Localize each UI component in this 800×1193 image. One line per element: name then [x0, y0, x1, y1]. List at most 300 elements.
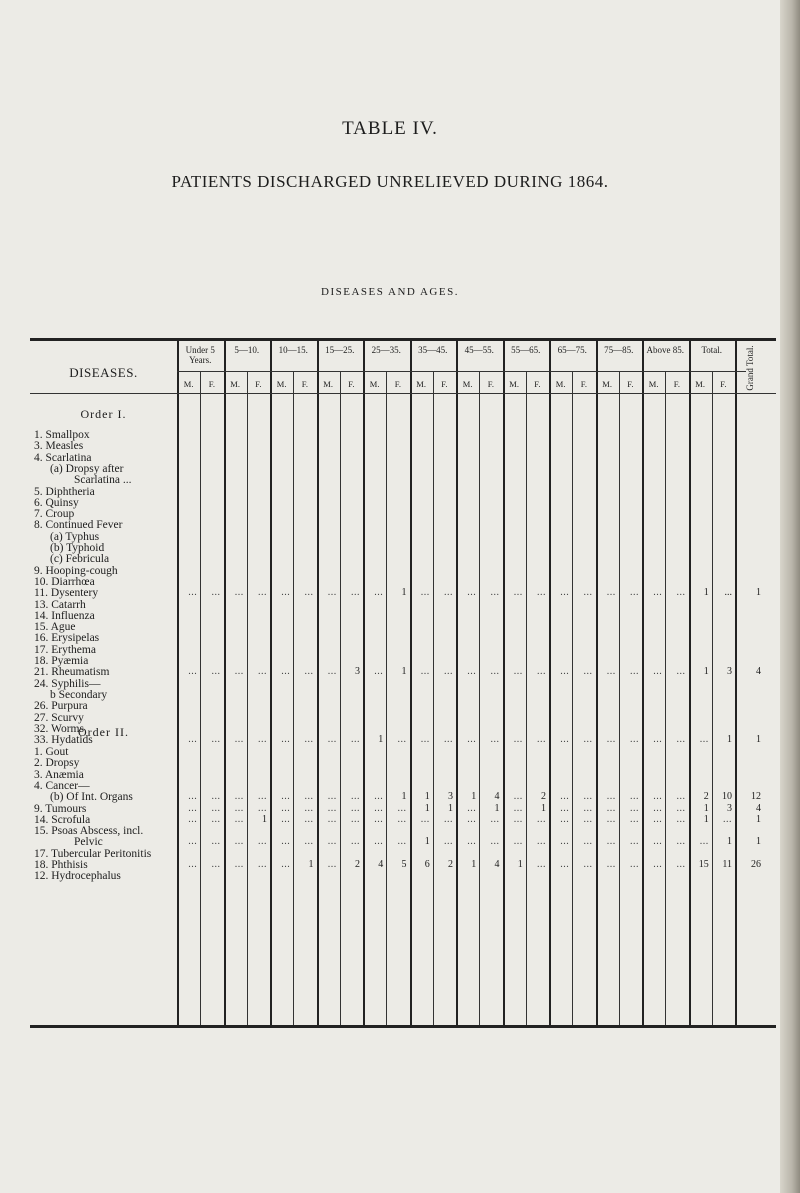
divider-age-group — [689, 341, 691, 1025]
divider-grand-total — [735, 341, 737, 1025]
diseases-column-header: DISEASES. — [69, 365, 138, 380]
empty-cell: ... — [351, 587, 360, 599]
data-cell: 2 — [448, 859, 453, 870]
empty-cell: ... — [560, 859, 570, 870]
data-cell: 1 — [424, 836, 430, 848]
empty-cell: ... — [211, 734, 221, 746]
divider-sex — [247, 371, 248, 1025]
empty-cell: ... — [258, 666, 267, 678]
divider-age-group — [410, 341, 412, 1025]
grand-total-cell: 1 — [756, 836, 761, 848]
order-1-row-label: (a) Typhus — [50, 530, 100, 543]
data-cell: 4 — [378, 859, 384, 870]
data-cell: 1 — [471, 859, 477, 870]
empty-cell: ... — [374, 802, 384, 814]
data-cell: 1 — [703, 587, 709, 599]
male-header: M. — [369, 379, 380, 389]
empty-cell: ... — [560, 666, 570, 678]
empty-cell: ... — [560, 836, 570, 848]
empty-cell: ... — [490, 836, 500, 848]
divider-sex — [386, 371, 387, 1025]
grand-total-cell: 1 — [756, 587, 761, 599]
empty-cell: ... — [583, 666, 593, 678]
male-header: M. — [230, 379, 240, 389]
order-2-row-label: 12. Hydrocephalus — [34, 870, 121, 883]
male-header: M. — [555, 379, 566, 389]
divider-age-group — [503, 341, 505, 1025]
empty-cell: ... — [444, 734, 453, 746]
order-1-row-label: 4. Scarlatina — [34, 451, 92, 464]
empty-cell: ... — [490, 734, 500, 746]
order-2-row-label: 2. Dropsy — [34, 757, 80, 770]
empty-cell: ... — [606, 791, 616, 803]
empty-cell: ... — [211, 859, 221, 870]
empty-cell: ... — [304, 587, 314, 599]
age-group-header: 55—65. — [511, 345, 541, 355]
order-1-row-label: 17. Erythema — [34, 643, 96, 656]
order-1-row-label: (c) Febricula — [50, 553, 110, 566]
order-1-row-label: 1. Smallpox — [34, 429, 90, 441]
age-group-header: Total. — [701, 345, 723, 355]
empty-cell: ... — [234, 859, 244, 870]
empty-cell: ... — [513, 813, 523, 825]
empty-cell: ... — [234, 802, 244, 814]
empty-cell: ... — [630, 836, 639, 848]
empty-cell: ... — [676, 836, 686, 848]
page-subtitle: PATIENTS DISCHARGED UNRELIEVED DURING 1864. — [171, 172, 609, 191]
empty-cell: ... — [676, 587, 686, 599]
data-cell: 1 — [401, 587, 407, 599]
order-1-row-label: 14. Influenza — [34, 609, 95, 622]
empty-cell: ... — [537, 734, 546, 746]
order-1-row-label: Scarlatina ... — [74, 474, 132, 487]
empty-cell: ... — [327, 734, 337, 746]
empty-cell: ... — [327, 587, 337, 599]
empty-cell: ... — [583, 813, 593, 825]
female-header: F. — [208, 379, 215, 389]
data-cell: 2 — [355, 859, 360, 870]
empty-cell: ... — [304, 836, 314, 848]
grand-total-cell: 26 — [751, 859, 761, 870]
order-1-row-label: 24. Syphilis— — [34, 677, 101, 690]
empty-cell: ... — [258, 836, 267, 848]
data-cell: 15 — [698, 859, 709, 870]
empty-cell: ... — [304, 813, 314, 825]
grand-total-cell: 1 — [756, 734, 761, 746]
empty-cell: ... — [513, 587, 523, 599]
empty-cell: ... — [188, 587, 198, 599]
data-cell: 1 — [727, 836, 732, 848]
male-header: M. — [416, 379, 426, 389]
divider-sex — [433, 371, 434, 1025]
order-1-row-label: 11. Dysentery — [34, 587, 99, 600]
empty-cell: ... — [211, 836, 221, 848]
empty-cell: ... — [630, 859, 639, 870]
empty-cell: ... — [304, 802, 314, 814]
age-group-header: Above 85. — [646, 345, 684, 355]
statistics-table — [30, 338, 776, 1028]
empty-cell: ... — [351, 734, 360, 746]
order-2-heading: Order II. — [78, 725, 129, 739]
female-header: F. — [441, 379, 448, 389]
female-header: F. — [394, 379, 401, 389]
empty-cell: ... — [560, 734, 570, 746]
empty-cell: ... — [234, 587, 244, 599]
divider-age-group — [317, 341, 319, 1025]
empty-cell: ... — [537, 587, 546, 599]
age-group-header: 65—75. — [557, 345, 587, 355]
empty-cell: ... — [188, 802, 198, 814]
order-2-row-label: 1. Gout — [34, 746, 69, 758]
empty-cell: ... — [351, 836, 360, 848]
empty-cell: ... — [490, 666, 500, 678]
empty-cell: ... — [513, 791, 523, 803]
scan-edge — [780, 0, 800, 1193]
empty-cell: ... — [444, 666, 453, 678]
empty-cell: ... — [397, 734, 407, 746]
grand-total-cell: 12 — [751, 791, 761, 803]
data-cell: 2 — [541, 791, 546, 803]
empty-cell: ... — [281, 836, 291, 848]
age-group-header: 5—10. — [234, 345, 260, 355]
data-cell: 1 — [424, 802, 430, 814]
data-cell: 1 — [517, 859, 523, 870]
empty-cell: ... — [606, 734, 616, 746]
order-2-row-label: 4. Cancer— — [34, 779, 90, 792]
empty-cell: ... — [258, 587, 267, 599]
empty-cell: ... — [234, 666, 244, 678]
data-cell: 5 — [401, 859, 407, 870]
divider-age-group — [549, 341, 551, 1025]
empty-cell: ... — [537, 836, 546, 848]
empty-cell: ... — [467, 587, 477, 599]
divider-sex — [619, 371, 620, 1025]
empty-cell: ... — [676, 802, 686, 814]
data-cell: 1 — [703, 802, 709, 814]
order-1-row-label: 16. Erysipelas — [34, 632, 100, 645]
grand-total-cell: 4 — [756, 802, 761, 814]
female-header: F. — [534, 379, 541, 389]
male-header: M. — [183, 379, 194, 389]
order-1-row-label: 5. Diphtheria — [34, 485, 95, 498]
data-cell: 1 — [541, 802, 546, 814]
empty-cell: ... — [467, 836, 477, 848]
empty-cell: ... — [420, 734, 430, 746]
empty-cell: ... — [188, 734, 198, 746]
empty-cell: ... — [327, 859, 337, 870]
empty-cell: ... — [606, 859, 616, 870]
divider-sex — [665, 371, 666, 1025]
empty-cell: ... — [513, 836, 523, 848]
order-1-row-label: 8. Continued Fever — [34, 519, 123, 532]
empty-cell: ... — [211, 587, 221, 599]
order-2-row-label: Pelvic — [74, 836, 103, 849]
empty-cell: ... — [583, 734, 593, 746]
empty-cell: ... — [723, 813, 732, 825]
data-cell: 2 — [703, 791, 709, 803]
order-2-row-label: 14. Scrofula — [34, 813, 91, 826]
divider-sex — [526, 371, 527, 1025]
order-1-row-label: 18. Pyæmia — [34, 655, 89, 667]
empty-cell: ... — [560, 791, 570, 803]
empty-cell: ... — [537, 813, 546, 825]
empty-cell: ... — [258, 859, 267, 870]
empty-cell: ... — [630, 734, 639, 746]
empty-cell: ... — [653, 791, 663, 803]
divider-age-group — [270, 341, 272, 1025]
page-title: TABLE IV. — [342, 118, 438, 139]
order-2-row-label: 3. Anæmia — [34, 768, 84, 781]
empty-cell: ... — [374, 666, 384, 678]
empty-cell: ... — [676, 666, 686, 678]
header-bottom-rule — [30, 393, 776, 394]
empty-cell: ... — [444, 587, 453, 599]
age-group-header: 15—25. — [325, 345, 355, 355]
divider-sex — [572, 371, 573, 1025]
empty-cell: ... — [281, 734, 291, 746]
divider-sex — [200, 371, 201, 1025]
empty-cell: ... — [397, 836, 407, 848]
divider-sex — [340, 371, 341, 1025]
empty-cell: ... — [537, 666, 546, 678]
empty-cell: ... — [351, 802, 360, 814]
empty-cell: ... — [583, 859, 593, 870]
empty-cell: ... — [397, 802, 407, 814]
data-cell: 6 — [424, 859, 430, 870]
data-cell: 11 — [722, 859, 732, 870]
empty-cell: ... — [188, 666, 198, 678]
order-1-row-label: 32. Worms — [34, 722, 84, 735]
empty-cell: ... — [653, 587, 663, 599]
empty-cell: ... — [653, 802, 663, 814]
empty-cell: ... — [304, 791, 314, 803]
order-1-row-label: 6. Quinsy — [34, 496, 79, 509]
male-header: M. — [695, 379, 705, 389]
data-cell: 1 — [471, 791, 477, 803]
empty-cell: ... — [374, 587, 384, 599]
empty-cell: ... — [211, 813, 221, 825]
divider-age-group — [642, 341, 644, 1025]
divider-sex — [293, 371, 294, 1025]
age-group-header: 25—35. — [371, 345, 401, 355]
empty-cell: ... — [653, 666, 663, 678]
empty-cell: ... — [258, 791, 267, 803]
empty-cell: ... — [676, 734, 686, 746]
female-header: F. — [673, 379, 680, 389]
data-cell: 1 — [424, 791, 430, 803]
male-header: M. — [323, 379, 333, 389]
divider-age-group — [596, 341, 598, 1025]
empty-cell: ... — [188, 859, 198, 870]
empty-cell: ... — [281, 813, 291, 825]
empty-cell: ... — [583, 836, 593, 848]
data-cell: 1 — [308, 859, 314, 870]
female-header: F. — [255, 379, 262, 389]
order-1-row-label: (b) Typhoid — [50, 542, 105, 554]
order-1-row-label: 26. Purpura — [34, 700, 88, 713]
order-1-row-label: 27. Scurvy — [34, 711, 84, 724]
empty-cell: ... — [188, 813, 198, 825]
empty-cell: ... — [653, 734, 663, 746]
empty-cell: ... — [560, 587, 570, 599]
grand-total-cell: 4 — [756, 666, 761, 678]
data-cell: 1 — [727, 734, 732, 746]
empty-cell: ... — [327, 802, 337, 814]
empty-cell: ... — [490, 587, 500, 599]
order-1-row-label: 3. Measles — [34, 440, 84, 453]
grand-total-header: Grand Total. — [745, 345, 755, 391]
empty-cell: ... — [490, 813, 500, 825]
empty-cell: ... — [211, 791, 221, 803]
empty-cell: ... — [420, 587, 430, 599]
data-cell: 1 — [401, 791, 407, 803]
order-1-row-label: b Secondary — [50, 688, 108, 701]
empty-cell: ... — [351, 813, 360, 825]
empty-cell: ... — [583, 791, 593, 803]
order-1-row-label: 33. Hydatids — [34, 734, 93, 747]
data-cell: 3 — [727, 666, 732, 678]
age-group-header: Under 5 Years. — [185, 345, 215, 365]
age-group-header: 45—55. — [464, 345, 494, 355]
divider-sex — [712, 371, 713, 1025]
female-header: F. — [348, 379, 355, 389]
female-header: F. — [720, 379, 727, 389]
empty-cell: ... — [583, 587, 593, 599]
order-1-row-label: (a) Dropsy after — [50, 462, 124, 475]
empty-cell: ... — [560, 813, 570, 825]
empty-cell: ... — [699, 836, 709, 848]
data-cell: ... — [724, 587, 732, 599]
order-1-heading: Order I. — [80, 407, 127, 421]
order-2-row-label: 18. Phthisis — [34, 859, 88, 871]
header-subdivider — [177, 371, 746, 372]
data-cell: 3 — [448, 791, 453, 803]
order-1-row-label: 21. Rheumatism — [34, 666, 110, 679]
empty-cell: ... — [327, 813, 337, 825]
empty-cell: ... — [676, 859, 686, 870]
data-cell: 1 — [401, 666, 407, 678]
data-cell: 3 — [727, 802, 732, 814]
divider-sex — [479, 371, 480, 1025]
empty-cell: ... — [606, 666, 616, 678]
order-1-row-label: 13. Catarrh — [34, 598, 86, 611]
female-header: F. — [301, 379, 308, 389]
empty-cell: ... — [676, 813, 686, 825]
order-1-row-label: 9. Hooping-cough — [34, 564, 118, 577]
empty-cell: ... — [188, 791, 198, 803]
empty-cell: ... — [211, 802, 221, 814]
empty-cell: ... — [327, 666, 337, 678]
male-header: M. — [509, 379, 519, 389]
male-header: M. — [602, 379, 612, 389]
empty-cell: ... — [630, 813, 639, 825]
order-2-row-label: 17. Tubercular Peritonitis — [34, 847, 152, 860]
empty-cell: ... — [560, 802, 570, 814]
data-cell: 4 — [494, 859, 500, 870]
empty-cell: ... — [234, 836, 244, 848]
data-cell: 3 — [355, 666, 360, 678]
empty-cell: ... — [327, 836, 337, 848]
empty-cell: ... — [606, 813, 616, 825]
order-1-row-label: 10. Diarrhœa — [34, 575, 95, 588]
empty-cell: ... — [583, 802, 593, 814]
empty-cell: ... — [234, 791, 244, 803]
empty-cell: ... — [513, 666, 523, 678]
empty-cell: ... — [281, 666, 291, 678]
female-header: F. — [487, 379, 494, 389]
data-cell: 1 — [703, 666, 709, 678]
male-header: M. — [648, 379, 659, 389]
empty-cell: ... — [327, 791, 337, 803]
divider-diseases — [177, 341, 179, 1025]
order-1-row-label: 15. Ague — [34, 621, 76, 634]
section-heading: DISEASES AND AGES. — [321, 286, 459, 298]
empty-cell: ... — [676, 791, 686, 803]
empty-cell: ... — [467, 666, 477, 678]
empty-cell: ... — [374, 813, 384, 825]
data-cell: 1 — [378, 734, 384, 746]
male-header: M. — [462, 379, 473, 389]
data-cell: 1 — [703, 813, 709, 825]
empty-cell: ... — [374, 836, 384, 848]
empty-cell: ... — [606, 836, 616, 848]
empty-cell: ... — [606, 587, 616, 599]
age-group-header: 35—45. — [418, 345, 448, 355]
order-2-row-label: (b) Of Int. Organs — [50, 791, 133, 804]
data-cell: 10 — [722, 791, 732, 803]
empty-cell: ... — [304, 666, 314, 678]
empty-cell: ... — [281, 859, 291, 870]
empty-cell: ... — [281, 791, 291, 803]
empty-cell: ... — [211, 666, 221, 678]
male-header: M. — [276, 379, 287, 389]
empty-cell: ... — [304, 734, 314, 746]
order-2-row-label: 15. Psoas Abscess, incl. — [34, 825, 144, 838]
data-cell: 1 — [448, 802, 453, 814]
data-cell: 1 — [494, 802, 500, 814]
empty-cell: ... — [630, 666, 639, 678]
empty-cell: ... — [420, 666, 430, 678]
empty-cell: ... — [699, 734, 709, 746]
empty-cell: ... — [467, 734, 477, 746]
empty-cell: ... — [630, 791, 639, 803]
empty-cell: ... — [606, 802, 616, 814]
female-header: F. — [627, 379, 634, 389]
empty-cell: ... — [467, 802, 477, 814]
empty-cell: ... — [513, 802, 523, 814]
empty-cell: ... — [420, 813, 430, 825]
grand-total-cell: 1 — [756, 813, 761, 825]
empty-cell: ... — [397, 813, 407, 825]
empty-cell: ... — [630, 802, 639, 814]
empty-cell: ... — [258, 734, 267, 746]
divider-age-group — [456, 341, 458, 1025]
empty-cell: ... — [258, 802, 267, 814]
order-2-row-label: 9. Tumours — [34, 802, 87, 815]
age-group-header: 10—15. — [278, 345, 308, 355]
divider-age-group — [224, 341, 226, 1025]
data-cell: 1 — [262, 813, 267, 825]
empty-cell: ... — [281, 802, 291, 814]
empty-cell: ... — [653, 859, 663, 870]
empty-cell: ... — [513, 734, 523, 746]
order-1-row-label: 7. Croup — [34, 508, 75, 521]
empty-cell: ... — [467, 813, 477, 825]
empty-cell: ... — [188, 836, 198, 848]
age-group-header: 75—85. — [604, 345, 634, 355]
divider-age-group — [363, 341, 365, 1025]
empty-cell: ... — [537, 859, 546, 870]
